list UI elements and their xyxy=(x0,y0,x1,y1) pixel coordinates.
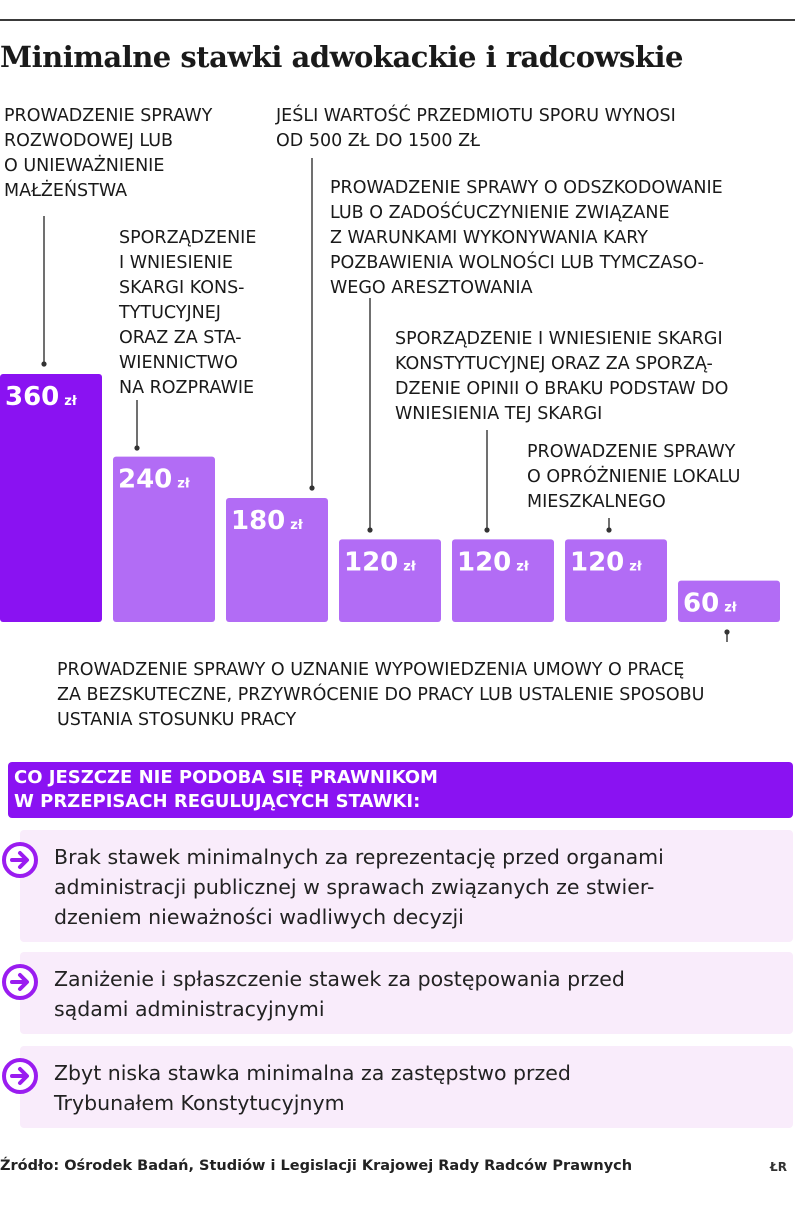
leader-dot-5 xyxy=(484,527,489,532)
list-item-2 xyxy=(20,952,793,1034)
arrow-right-circle-icon xyxy=(2,964,38,1000)
section-banner xyxy=(8,762,793,818)
list-item-3 xyxy=(20,1046,793,1128)
bar-value-label-5: 120 zł xyxy=(457,547,529,578)
arrow-right-circle-icon xyxy=(2,1058,38,1094)
section-header: CO JESZCZE NIE PODOBA SIĘ PRAWNIKOM W PRZEPISACH REGULUJĄCYCH STAWKI: xyxy=(14,767,438,812)
leader-dot-6 xyxy=(606,527,611,532)
chart-title: Minimalne stawki adwokackie i radcowskie xyxy=(0,40,683,74)
bar-value-label-1: 360 zł xyxy=(5,382,77,412)
arrow-right-circle-icon xyxy=(2,842,38,878)
list-item-text: Brak stawek minimalnych za reprezentację przed organami administracji publicznej w sprawach związanych ze stwier- dzeniem nieważności wadliwych decyzji xyxy=(54,845,664,929)
category-label-4: PROWADZENIE SPRAWY O ODSZKODOWANIE LUB O ZADOŚĆUCZYNIENIE ZWIĄZANE Z WARUNKAMI WYKONYWANIA KARY POZBAWIENIA WOLNOŚCI LUB TYMCZASO- WEGO ARESZTOWANIA xyxy=(330,178,723,298)
bar-value-label-2: 240 zł xyxy=(118,464,190,495)
category-label-7: PROWADZENIE SPRAWY O UZNANIE WYPOWIEDZENIA UMOWY O PRACĘ ZA BEZSKUTECZNE, PRZYWRÓCENIE DO PRACY LUB USTALENIE SPOSOBU USTANIA STOSUNKU PRACY xyxy=(57,660,705,730)
leader-dot-4 xyxy=(367,527,372,532)
source-note: Źródło: Ośrodek Badań, Studiów i Legislacji Krajowej Rady Radców Prawnych xyxy=(0,1158,633,1174)
bar-value-label-3: 180 zł xyxy=(231,506,303,536)
logo: ŁR xyxy=(770,1160,787,1174)
leader-dot-3 xyxy=(309,485,314,490)
list-item-1 xyxy=(20,830,793,942)
leader-dot-7 xyxy=(724,629,729,634)
category-label-5: SPORZĄDZENIE I WNIESIENIE SKARGI KONSTYTUCYJNEJ ORAZ ZA SPORZĄ- DZENIE OPINII O BRAKU PODSTAW DO WNIESIENIA TEJ SKARGI xyxy=(395,329,729,424)
bar-value-label-4: 120 zł xyxy=(344,547,416,578)
category-label-2: SPORZĄDZENIE I WNIESIENIE SKARGI KONS- TYTUCYJNEJ ORAZ ZA STA- WIENNICTWO NA ROZPRAWIE xyxy=(119,228,257,398)
category-label-6: PROWADZENIE SPRAWY O OPRÓŻNIENIE LOKALU MIESZKALNEGO xyxy=(527,442,741,512)
bar-value-label-6: 120 zł xyxy=(570,547,642,578)
leader-dot-1 xyxy=(41,361,46,366)
category-label-3: JEŚLI WARTOŚĆ PRZEDMIOTU SPORU WYNOSI OD 500 ZŁ DO 1500 ZŁ xyxy=(276,106,676,151)
list-item-text: Zbyt niska stawka minimalna za zastępstwo przed Trybunałem Konstytucyjnym xyxy=(54,1061,571,1115)
bar-value-label-7: 60 zł xyxy=(683,588,737,619)
list-item-text: Zaniżenie i spłaszczenie stawek za postępowania przed sądami administracyjnymi xyxy=(54,967,625,1021)
leader-dot-2 xyxy=(134,445,139,450)
category-label-1: PROWADZENIE SPRAWY ROZWODOWEJ LUB O UNIEWAŻNIENIE MAŁŻEŃSTWA xyxy=(4,106,213,201)
